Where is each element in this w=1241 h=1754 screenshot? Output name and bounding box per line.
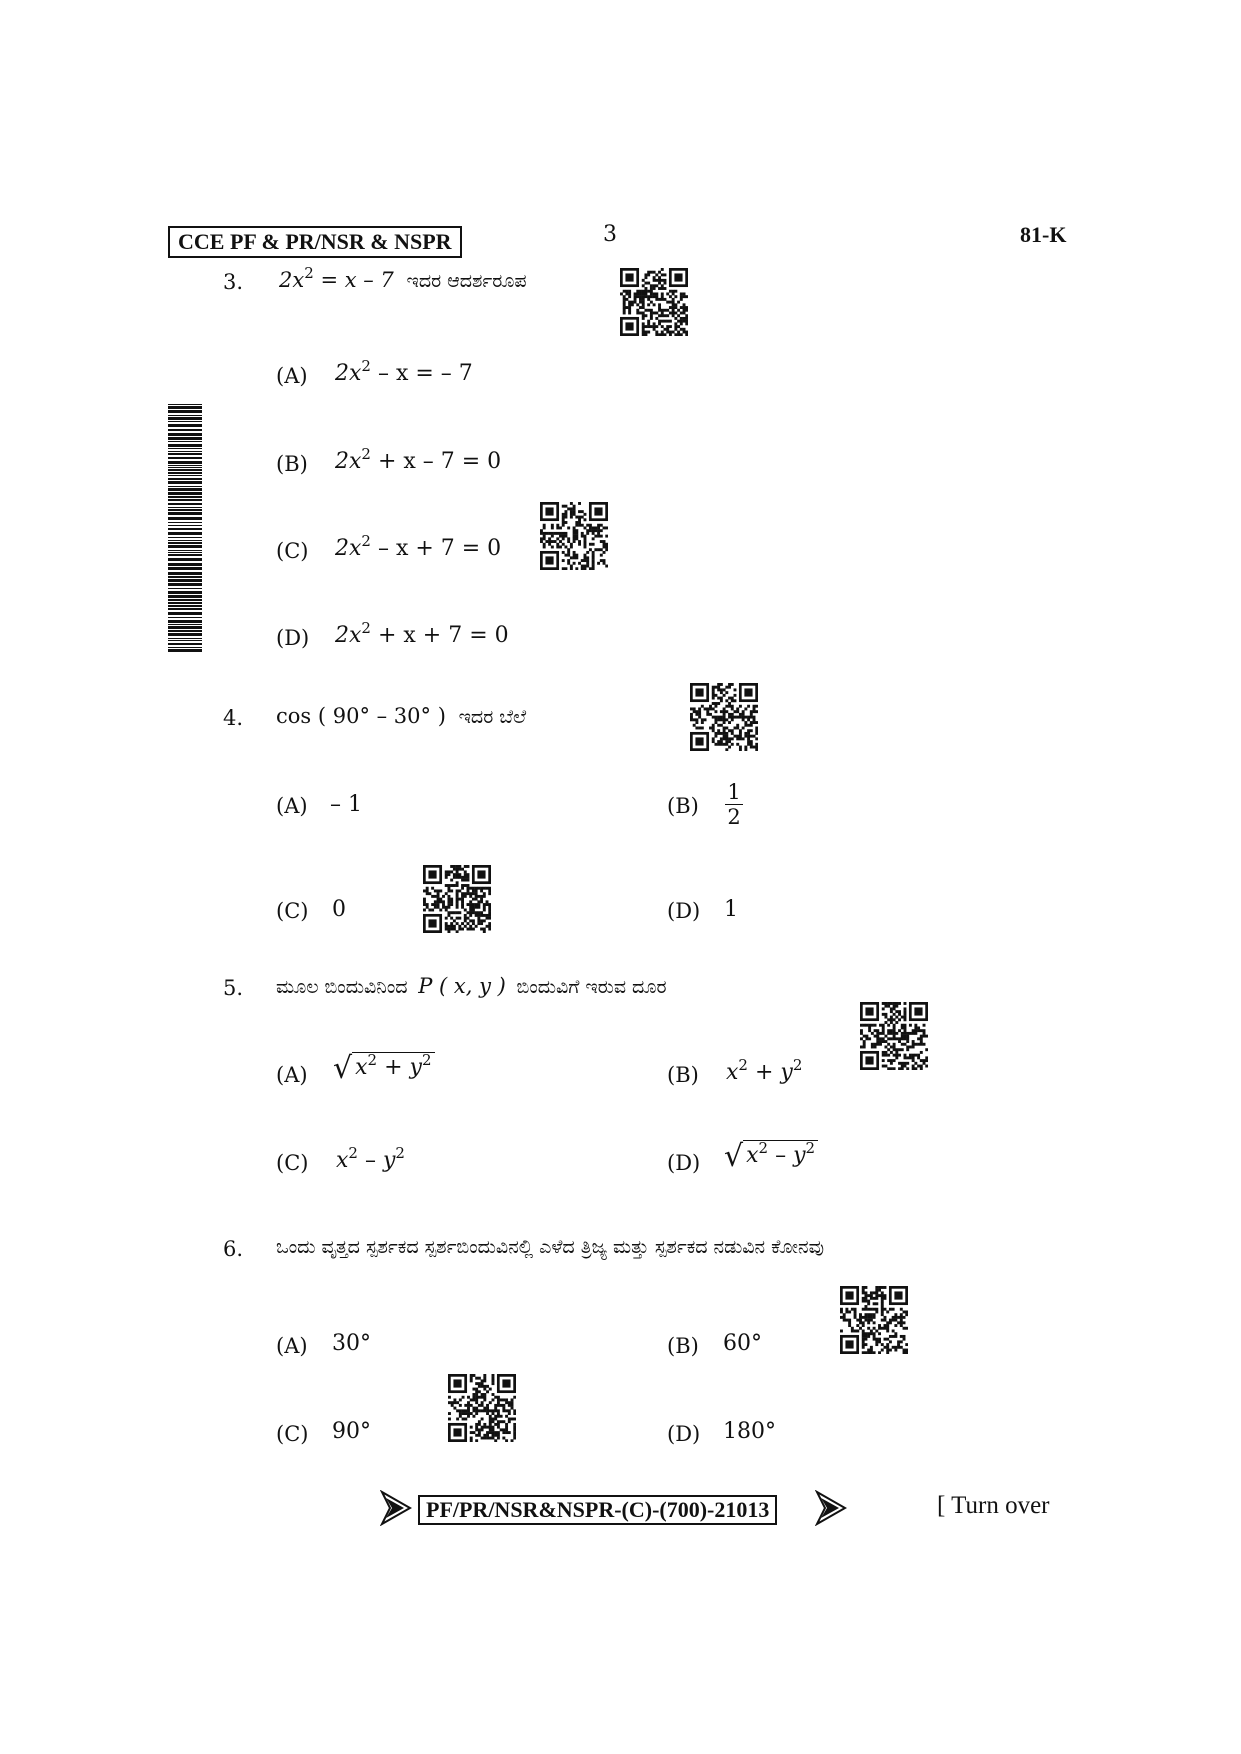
q5-option-a-value [333, 1050, 435, 1086]
qr-code-icon [448, 1374, 516, 1442]
footer-code: PF/PR/NSR&NSPR-(C)-(700)-21013 [418, 1495, 777, 1525]
q3-option-d-value: $2x^2 + x + 7 = 0$ [335, 619, 509, 648]
q5-option-b-letter: (B) [667, 1063, 699, 1087]
question-6-number: 6. [223, 1237, 244, 1261]
q6-option-c-letter: (C) [276, 1422, 309, 1446]
question-3-stem: $2x^2 = x - 7$ ಇದರ ಆದರ್ಶರೂಪ [279, 264, 527, 292]
q3-option-a-value: $2x^2$ – x = – 7 [335, 357, 473, 386]
q5-option-c-letter: (C) [276, 1151, 309, 1175]
paper-code: 81-K [1020, 222, 1067, 247]
qr-code-icon [860, 1002, 928, 1070]
q4-option-c-value: 0 [332, 897, 346, 922]
q6-option-d-value: 180° [723, 1419, 776, 1444]
question-6-stem: ಒಂದು ವೃತ್ತದ ಸ್ಪರ್ಶಕದ ಸ್ಪರ್ಶಬಿಂದುವಿನಲ್ಲಿ ಎಳೆದ ತ್ರಿಜ್ಯ ಮತ್ತು ಸ್ಪರ್ಶಕದ ನಡುವಿನ ಕೋನವು [276, 1236, 825, 1258]
square-root: √ $x^2 + y^2$ [333, 1050, 435, 1080]
q6-option-a-letter: (A) [276, 1334, 308, 1358]
q3-option-b-letter: (B) [276, 452, 308, 476]
qr-code-icon [540, 502, 608, 570]
q5-option-c-value: $x^2 - y^2$ [336, 1144, 405, 1173]
q4-option-d-letter: (D) [667, 899, 701, 923]
qr-code-icon [620, 268, 688, 336]
square-root: √ $x^2 - y^2$ [724, 1138, 818, 1168]
question-4-number: 4. [223, 706, 244, 730]
q4-option-b-fraction [725, 780, 743, 829]
exam-label: CCE PF & PR/NSR & NSPR [168, 226, 462, 258]
q5-option-d-value [724, 1138, 818, 1174]
fraction-denominator: 2 [727, 805, 741, 829]
q6-option-c-value: 90° [332, 1419, 371, 1444]
q3-option-c-value: $2x^2 - x + 7 = 0$ [335, 532, 502, 561]
q4-option-d-value: 1 [724, 897, 738, 922]
barcode-icon [168, 404, 202, 652]
arrowhead-icon [380, 1490, 412, 1526]
page-number: 3 [603, 222, 617, 247]
qr-code-icon [840, 1286, 908, 1354]
q6-option-a-value: 30° [332, 1331, 371, 1356]
q4-option-b-letter: (B) [667, 794, 699, 818]
q6-option-b-value: 60° [723, 1331, 762, 1356]
q6-option-d-letter: (D) [667, 1422, 701, 1446]
q6-option-b-letter: (B) [667, 1334, 699, 1358]
q4-option-a-value: – 1 [330, 792, 362, 817]
q3-option-d-letter: (D) [276, 626, 310, 650]
q5-option-a-letter: (A) [276, 1063, 308, 1087]
q5-option-b-value: $x^2 + y^2$ [726, 1056, 803, 1085]
turn-over-label: [ Turn over [937, 1492, 1050, 1519]
q3-option-c-letter: (C) [276, 539, 309, 563]
q5-option-d-letter: (D) [667, 1151, 701, 1175]
q4-option-c-letter: (C) [276, 899, 309, 923]
qr-code-icon [423, 865, 491, 933]
q4-option-a-letter: (A) [276, 794, 308, 818]
question-3-number: 3. [223, 270, 244, 294]
q3-option-a-letter: (A) [276, 364, 308, 388]
question-4-stem: cos ( 90° – 30° ) ಇದರ ಬೆಲೆ [276, 704, 527, 728]
question-5-stem: ಮೂಲ ಬಿಂದುವಿನಿಂದ P ( x, y ) ಬಿಂದುವಿಗೆ ಇರುವ ದೂರ [276, 974, 667, 998]
qr-code-icon [690, 683, 758, 751]
arrowhead-icon [815, 1490, 847, 1526]
question-5-number: 5. [223, 976, 244, 1000]
fraction-numerator: 1 [727, 780, 741, 804]
q3-option-b-value: $2x^2 + x - 7 = 0$ [335, 445, 502, 474]
